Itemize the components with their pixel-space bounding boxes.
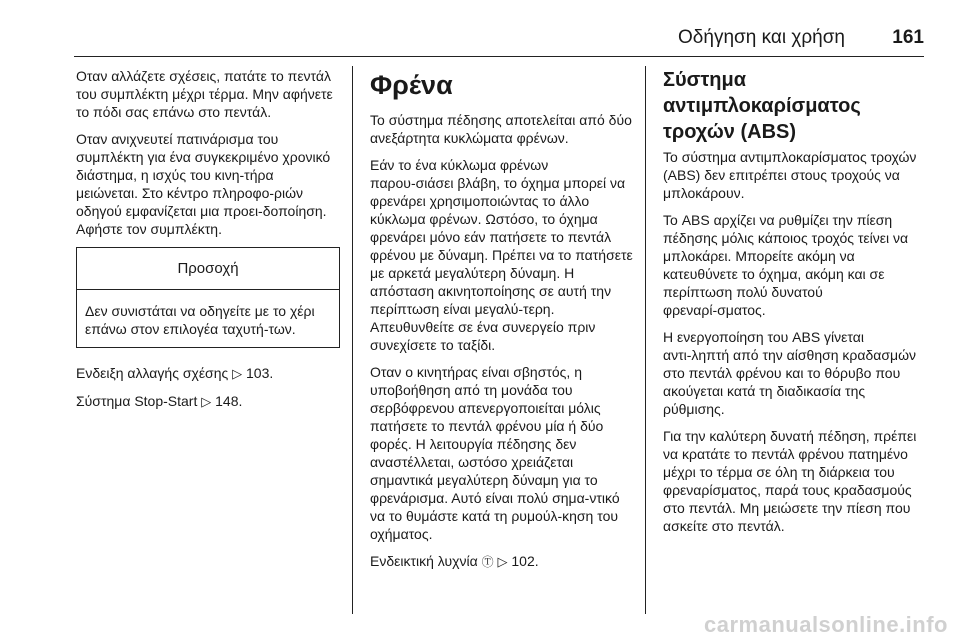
arrow-reference-icon: ▷: [201, 394, 212, 409]
reference-label: Ενδεικτική λυχνία: [370, 553, 478, 569]
clutch-paragraph-1: Οταν αλλάζετε σχέσεις, πατάτε το πεντάλ του συμπλέκτη μέχρι τέρμα. Μην αφήνετε το πόδι σας επάνω στο πεντάλ.: [76, 68, 333, 120]
column-1: [76, 67, 338, 420]
reference-label: Σύστημα Stop-Start: [76, 393, 198, 409]
brakes-paragraph-2: Εάν το ένα κύκλωμα φρένων παρου‑σιάσει βλάβη, το όχημα μπορεί να φρενάρει χρησιμοποιώντας το άλλο κύκλωμα φρένων. Ωστόσο, το όχημα φρενάρει μόνο εάν πατήσετε το πεντάλ φρένου με δύναμη. Πρέπει να το πατήσετε με αρκετά μεγαλύτερη δύναμη. Η απόσταση ακινητοποίησης σε αυτή την περίπτωση είναι μεγαλύ‑τερη. Απευθυνθείτε σε ένα συνεργείο πριν συνεχίσετε το ταξίδι.: [370, 157, 633, 353]
watermark: carmanualsonline.info: [704, 612, 948, 637]
column-3: [663, 67, 927, 544]
brake-warning-lamp-icon: Ⓣ: [481, 555, 494, 569]
page-header: [0, 0, 960, 58]
reference-label: Ενδειξη αλλαγής σχέσης: [76, 365, 229, 381]
arrow-reference-icon: ▷: [232, 366, 243, 381]
abs-paragraph-4: Για την καλύτερη δυνατή πέδηση, πρέπει να κρατάτε το πεντάλ φρένου πατημένο μέχρι το τέρμα σε όλη τη διάρκεια του φρεναρίσματος, παρά τους κραδασμούς στο πεντάλ. Μη μειώσετε την πίεση που ασκείτε στο πεντάλ.: [663, 428, 917, 534]
reference-page: 103.: [246, 365, 274, 381]
cross-reference-gear-indicator[interactable]: [76, 364, 338, 383]
column-divider-2: [645, 66, 646, 614]
running-title: Οδήγηση και χρήση: [678, 27, 845, 48]
reference-page: 148.: [215, 393, 243, 409]
caution-title: Προσοχή: [77, 248, 339, 290]
abs-paragraph-1: Το σύστημα αντιμπλοκαρίσματος τροχών (ABS) δεν επιτρέπει στους τροχούς να μπλοκάρουν.: [663, 149, 917, 201]
abs-paragraph-3: Η ενεργοποίηση του ABS γίνεται αντι‑ληπτή από την αίσθηση κραδασμών στο πεντάλ φρένου και το θόρυβο που ακούγεται κατά τη διαδικασία της ρύθμισης.: [663, 329, 916, 417]
column-divider-1: [352, 66, 353, 614]
caution-text: Δεν συνιστάται να οδηγείτε με το χέρι επάνω στον επιλογέα ταχυτή‑των.: [85, 303, 315, 337]
clutch-paragraph-2: Οταν ανιχνευτεί πατινάρισμα του συμπλέκτη για ένα συγκεκριμένο χρονικό διάστημα, η ισχύς του κινη‑τήρα μειώνεται. Στο κέντρο πληροφο‑ριών οδηγού εμφανίζεται μια προει‑δοποίηση. Αφήστε τον συμπλέκτη.: [76, 131, 331, 237]
header-divider: [74, 56, 924, 57]
cross-reference-stop-start[interactable]: [76, 392, 338, 411]
brakes-paragraph-3: Οταν ο κινητήρας είναι σβηστός, η υποβοήθηση από τη μονάδα του σερβόφρενου απενεργοποιείται μόλις πατήσετε το πεντάλ φρένου μία ή δύο φορές. Η λειτουργία πέδησης δεν αναστέλλεται, ωστόσο χρειάζεται σημαντικά μεγαλύτερη δύναμη για το φρενάρισμα. Αυτό είναι πολύ σημα‑ντικό να το θυμάστε κατά τη ρυμούλ‑κηση του οχήματος.: [370, 364, 620, 542]
section-heading-brakes: Φρένα: [370, 70, 453, 100]
reference-page: 102.: [511, 553, 539, 569]
cross-reference-warning-lamp[interactable]: [370, 552, 634, 571]
column-2: [370, 67, 634, 580]
arrow-reference-icon: ▷: [497, 554, 508, 569]
abs-paragraph-2: Το ABS αρχίζει να ρυθμίζει την πίεση πέδησης μόλις κάποιος τροχός τείνει να μπλοκάρει. Μπορείτε ακόμη να κατευθύνετε το όχημα, ακόμη και σε περίπτωση πολύ δυνατού φρεναρί‑σματος.: [663, 212, 909, 318]
caution-notice: [76, 247, 340, 348]
page-number: 161: [892, 27, 924, 48]
section-heading-abs: Σύστημα αντιμπλοκαρίσματος τροχών (ABS): [663, 69, 861, 143]
brakes-paragraph-1: Το σύστημα πέδησης αποτελείται από δύο ανεξάρτητα κυκλώματα φρένων.: [370, 112, 632, 146]
